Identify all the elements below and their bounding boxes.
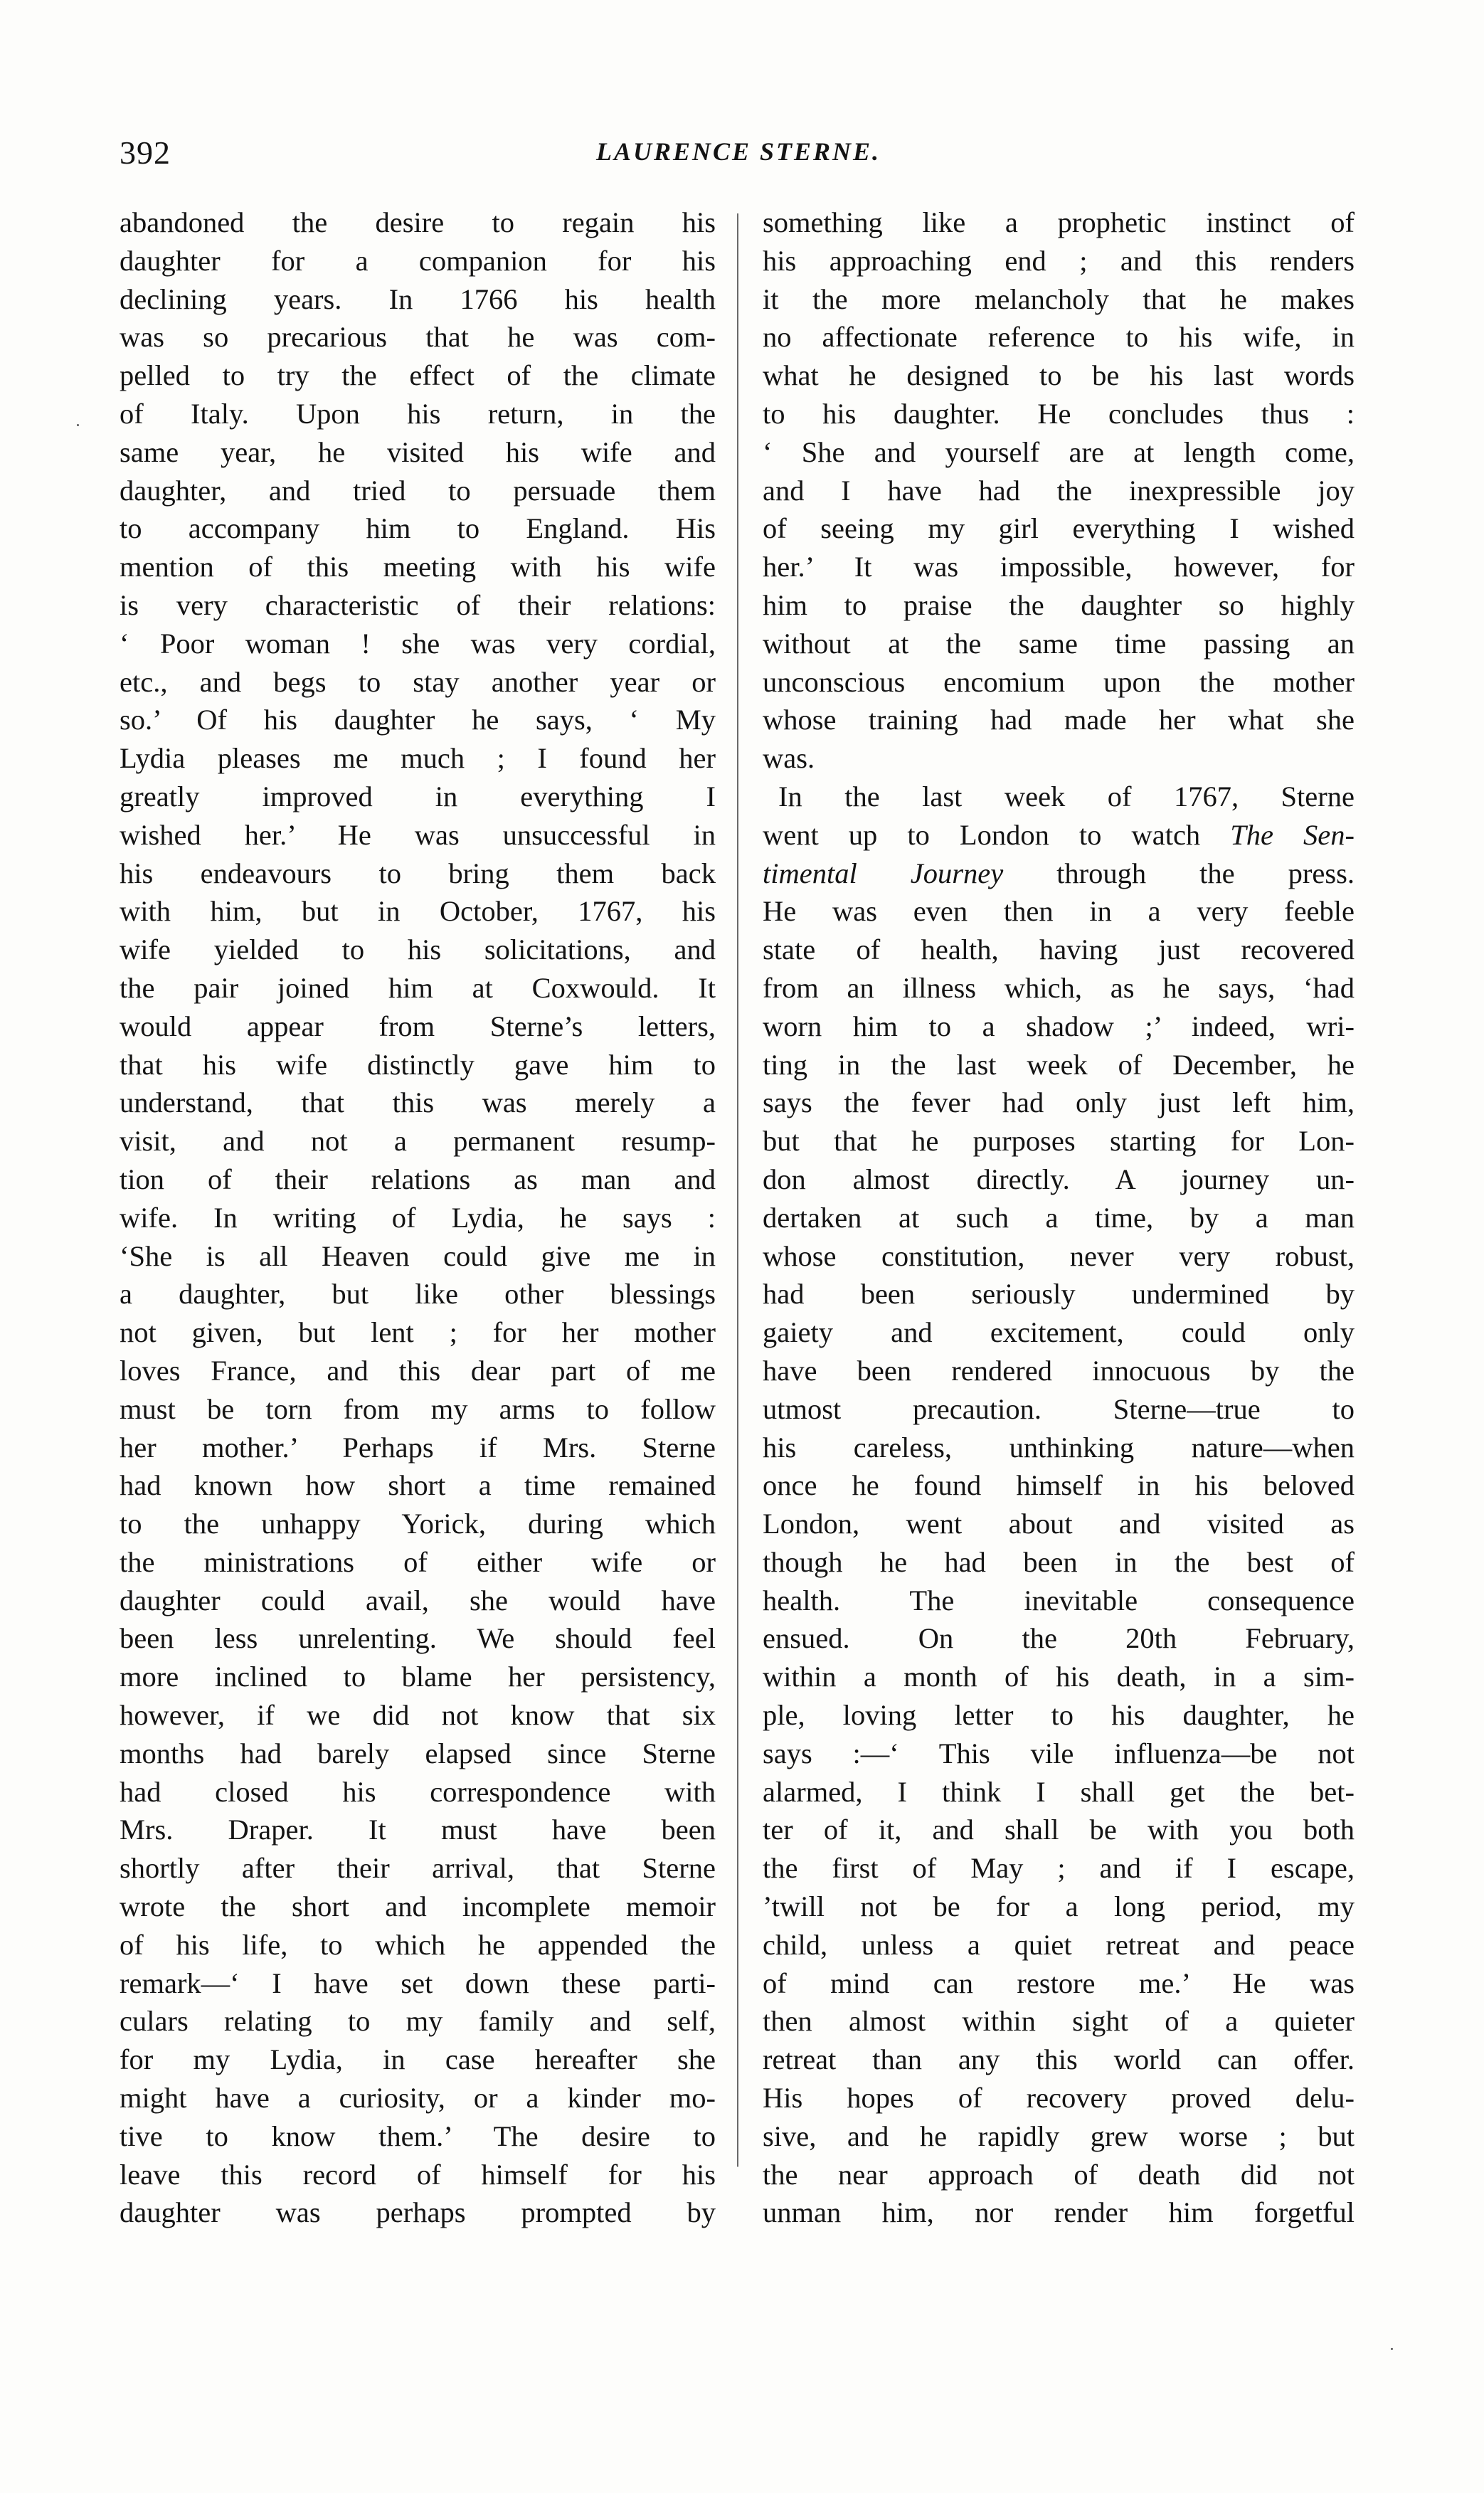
text-line: leave this record of himself for his [120,2158,716,2191]
text-line: went up to London to watch The Sen- [763,818,1355,851]
text-line: whose constitution, never very robust, [763,1239,1355,1272]
text-line: was. [763,742,815,775]
text-line: more inclined to blame her persistency, [120,1661,716,1693]
text-line: says the fever had only just left him, [763,1086,1355,1119]
text-line: wife yielded to his solicitations, and [120,933,716,966]
text-line: the pair joined him at Coxwould. It [120,971,716,1004]
text-line: however, if we did not know that six [120,1699,716,1732]
text-line: him to praise the daughter so highly [763,588,1355,621]
text-line: to the unhappy Yorick, during which [120,1508,716,1540]
text-line: child, unless a quiet retreat and peace [763,1928,1355,1961]
text-line: ‘ Poor woman ! she was very cordial, [120,627,716,660]
text-line: dertaken at such a time, by a man [763,1201,1355,1234]
text-line: was so precarious that he was com- [120,321,716,354]
text-line: understand, that this was merely a [120,1086,716,1119]
text-line: worn him to a shadow ;’ indeed, wri- [763,1010,1355,1042]
text-line: daughter could avail, she would have [120,1584,716,1616]
text-line: daughter was perhaps prompted by [120,2196,716,2229]
text-line: says :—‘ This vile influenza—be not [763,1737,1355,1769]
book-title: The Sen- [1230,818,1355,851]
text-line: of his life, to which he appended the [120,1928,716,1961]
text-line: visit, and not a permanent resump- [120,1125,716,1158]
text-line: ple, loving letter to his daughter, he [763,1699,1355,1732]
text-line: loves France, and this dear part of me [120,1354,716,1387]
text-line: it the more melancholy that he makes [763,282,1355,315]
book-title: timental Journey [763,857,1004,889]
text-line: tive to know them.’ The desire to [120,2119,716,2152]
text-line: and I have had the inexpressible joy [763,474,1355,507]
page-number: 392 [120,134,171,171]
text-line: so.’ Of his daughter he says, ‘ My [120,704,716,736]
text-line: timental Journey through the press. [763,857,1355,889]
text-line: remark—‘ I have set down these parti- [120,1967,716,1999]
text-line: his careless, unthinking nature—when [763,1431,1355,1463]
text-line: then almost within sight of a quieter [763,2005,1355,2038]
print-speck [1391,2348,1393,2350]
text-line: Lydia pleases me much ; I found her [120,742,716,775]
column-divider [737,213,738,2248]
text-line: state of health, having just recovered [763,933,1355,966]
text-line: wished her.’ He was unsuccessful in [120,818,716,851]
text-line: his approaching end ; and this renders [763,244,1355,277]
text-line: within a month of his death, in a sim- [763,1661,1355,1693]
text-line: alarmed, I think I shall get the bet- [763,1775,1355,1808]
text-line: tion of their relations as man and [120,1163,716,1195]
text-line: ‘ She and yourself are at length come, [763,435,1355,468]
text-line: pelled to try the effect of the climate [120,359,716,392]
text-line: of mind can restore me.’ He was [763,1967,1355,1999]
print-speck [77,424,79,426]
text-line: gaiety and excitement, could only [763,1316,1355,1349]
running-title: LAURENCE STERNE. [595,137,881,166]
text-line: ting in the last week of December, he [763,1048,1355,1081]
text-line: once he found himself in his beloved [763,1469,1355,1502]
text-line: His hopes of recovery proved delu- [763,2082,1355,2114]
text-line: ensued. On the 20th February, [763,1622,1355,1655]
text-line: her mother.’ Perhaps if Mrs. Sterne [120,1431,716,1463]
text-line: greatly improved in everything I [120,780,716,813]
text-line: wife. In writing of Lydia, he says : [120,1201,716,1234]
text-line: a daughter, but like other blessings [120,1278,716,1311]
text-line: sive, and he rapidly grew worse ; but [763,2119,1355,2152]
text-line: Mrs. Draper. It must have been [120,1814,716,1846]
text-line: ‘She is all Heaven could give me in [120,1239,716,1272]
text-line: not given, but lent ; for her mother [120,1316,716,1349]
text-line: ’twill not be for a long period, my [763,1890,1355,1923]
text-line: daughter for a companion for his [120,244,716,277]
text-line: mention of this meeting with his wife [120,551,716,583]
text-line: same year, he visited his wife and [120,435,716,468]
text-line: had been seriously undermined by [763,1278,1355,1311]
text-line: to his daughter. He concludes thus : [763,397,1355,430]
text-line: culars relating to my family and self, [120,2005,716,2038]
text-line: her.’ It was impossible, however, for [763,551,1355,583]
text-line: might have a curiosity, or a kinder mo- [120,2082,716,2114]
text-line: declining years. In 1766 his health [120,282,716,315]
text-line: whose training had made her what she [763,704,1355,736]
text-line: with him, but in October, 1767, his [120,895,716,928]
text-line: wrote the short and incomplete memoir [120,1890,716,1923]
text-line: shortly after their arrival, that Sterne [120,1852,716,1885]
text-line: don almost directly. A journey un- [763,1163,1355,1195]
text-line: the ministrations of either wife or [120,1545,716,1578]
text-line: He was even then in a very feeble [763,895,1355,928]
text-line: have been rendered innocuous by the [763,1354,1355,1387]
page-header [120,134,1357,176]
text-line: what he designed to be his last words [763,359,1355,392]
right-column [763,203,1355,2232]
text-line: without at the same time passing an [763,627,1355,660]
text-line: daughter, and tried to persuade them [120,474,716,507]
text-line: etc., and begs to stay another year or [120,665,716,698]
text-line: of Italy. Upon his return, in the [120,397,716,430]
text-line: months had barely elapsed since Sterne [120,1737,716,1769]
text-line: from an illness which, as he says, ‘had [763,971,1355,1004]
text-line: In the last week of 1767, Sterne [778,780,1355,813]
text-line: would appear from Sterne’s letters, [120,1010,716,1042]
text-line: of seeing my girl everything I wished [763,512,1355,545]
text-line: been less unrelenting. We should feel [120,1622,716,1655]
text-line: must be torn from my arms to follow [120,1392,716,1425]
text-line: utmost precaution. Sterne—true to [763,1392,1355,1425]
left-column [120,203,716,2232]
text-line: had known how short a time remained [120,1469,716,1502]
text-line: abandoned the desire to regain his [120,206,716,238]
text-line: to accompany him to England. His [120,512,716,545]
text-line: something like a prophetic instinct of [763,206,1355,238]
text-line: but that he purposes starting for Lon- [763,1125,1355,1158]
text-line: ter of it, and shall be with you both [763,1814,1355,1846]
text-line: for my Lydia, in case hereafter she [120,2043,716,2076]
text-line: though he had been in the best of [763,1545,1355,1578]
text-line: his endeavours to bring them back [120,857,716,889]
text-line: unman him, nor render him forgetful [763,2196,1355,2229]
text-line: that his wife distinctly gave him to [120,1048,716,1081]
text-line: health. The inevitable consequence [763,1584,1355,1616]
text-line: is very characteristic of their relations: [120,588,716,621]
text-line: London, went about and visited as [763,1508,1355,1540]
text-line: no affectionate reference to his wife, in [763,321,1355,354]
text-line: the first of May ; and if I escape, [763,1852,1355,1885]
text-line: the near approach of death did not [763,2158,1355,2191]
text-line: retreat than any this world can offer. [763,2043,1355,2076]
text-line: unconscious encomium upon the mother [763,665,1355,698]
text-line: had closed his correspondence with [120,1775,716,1808]
